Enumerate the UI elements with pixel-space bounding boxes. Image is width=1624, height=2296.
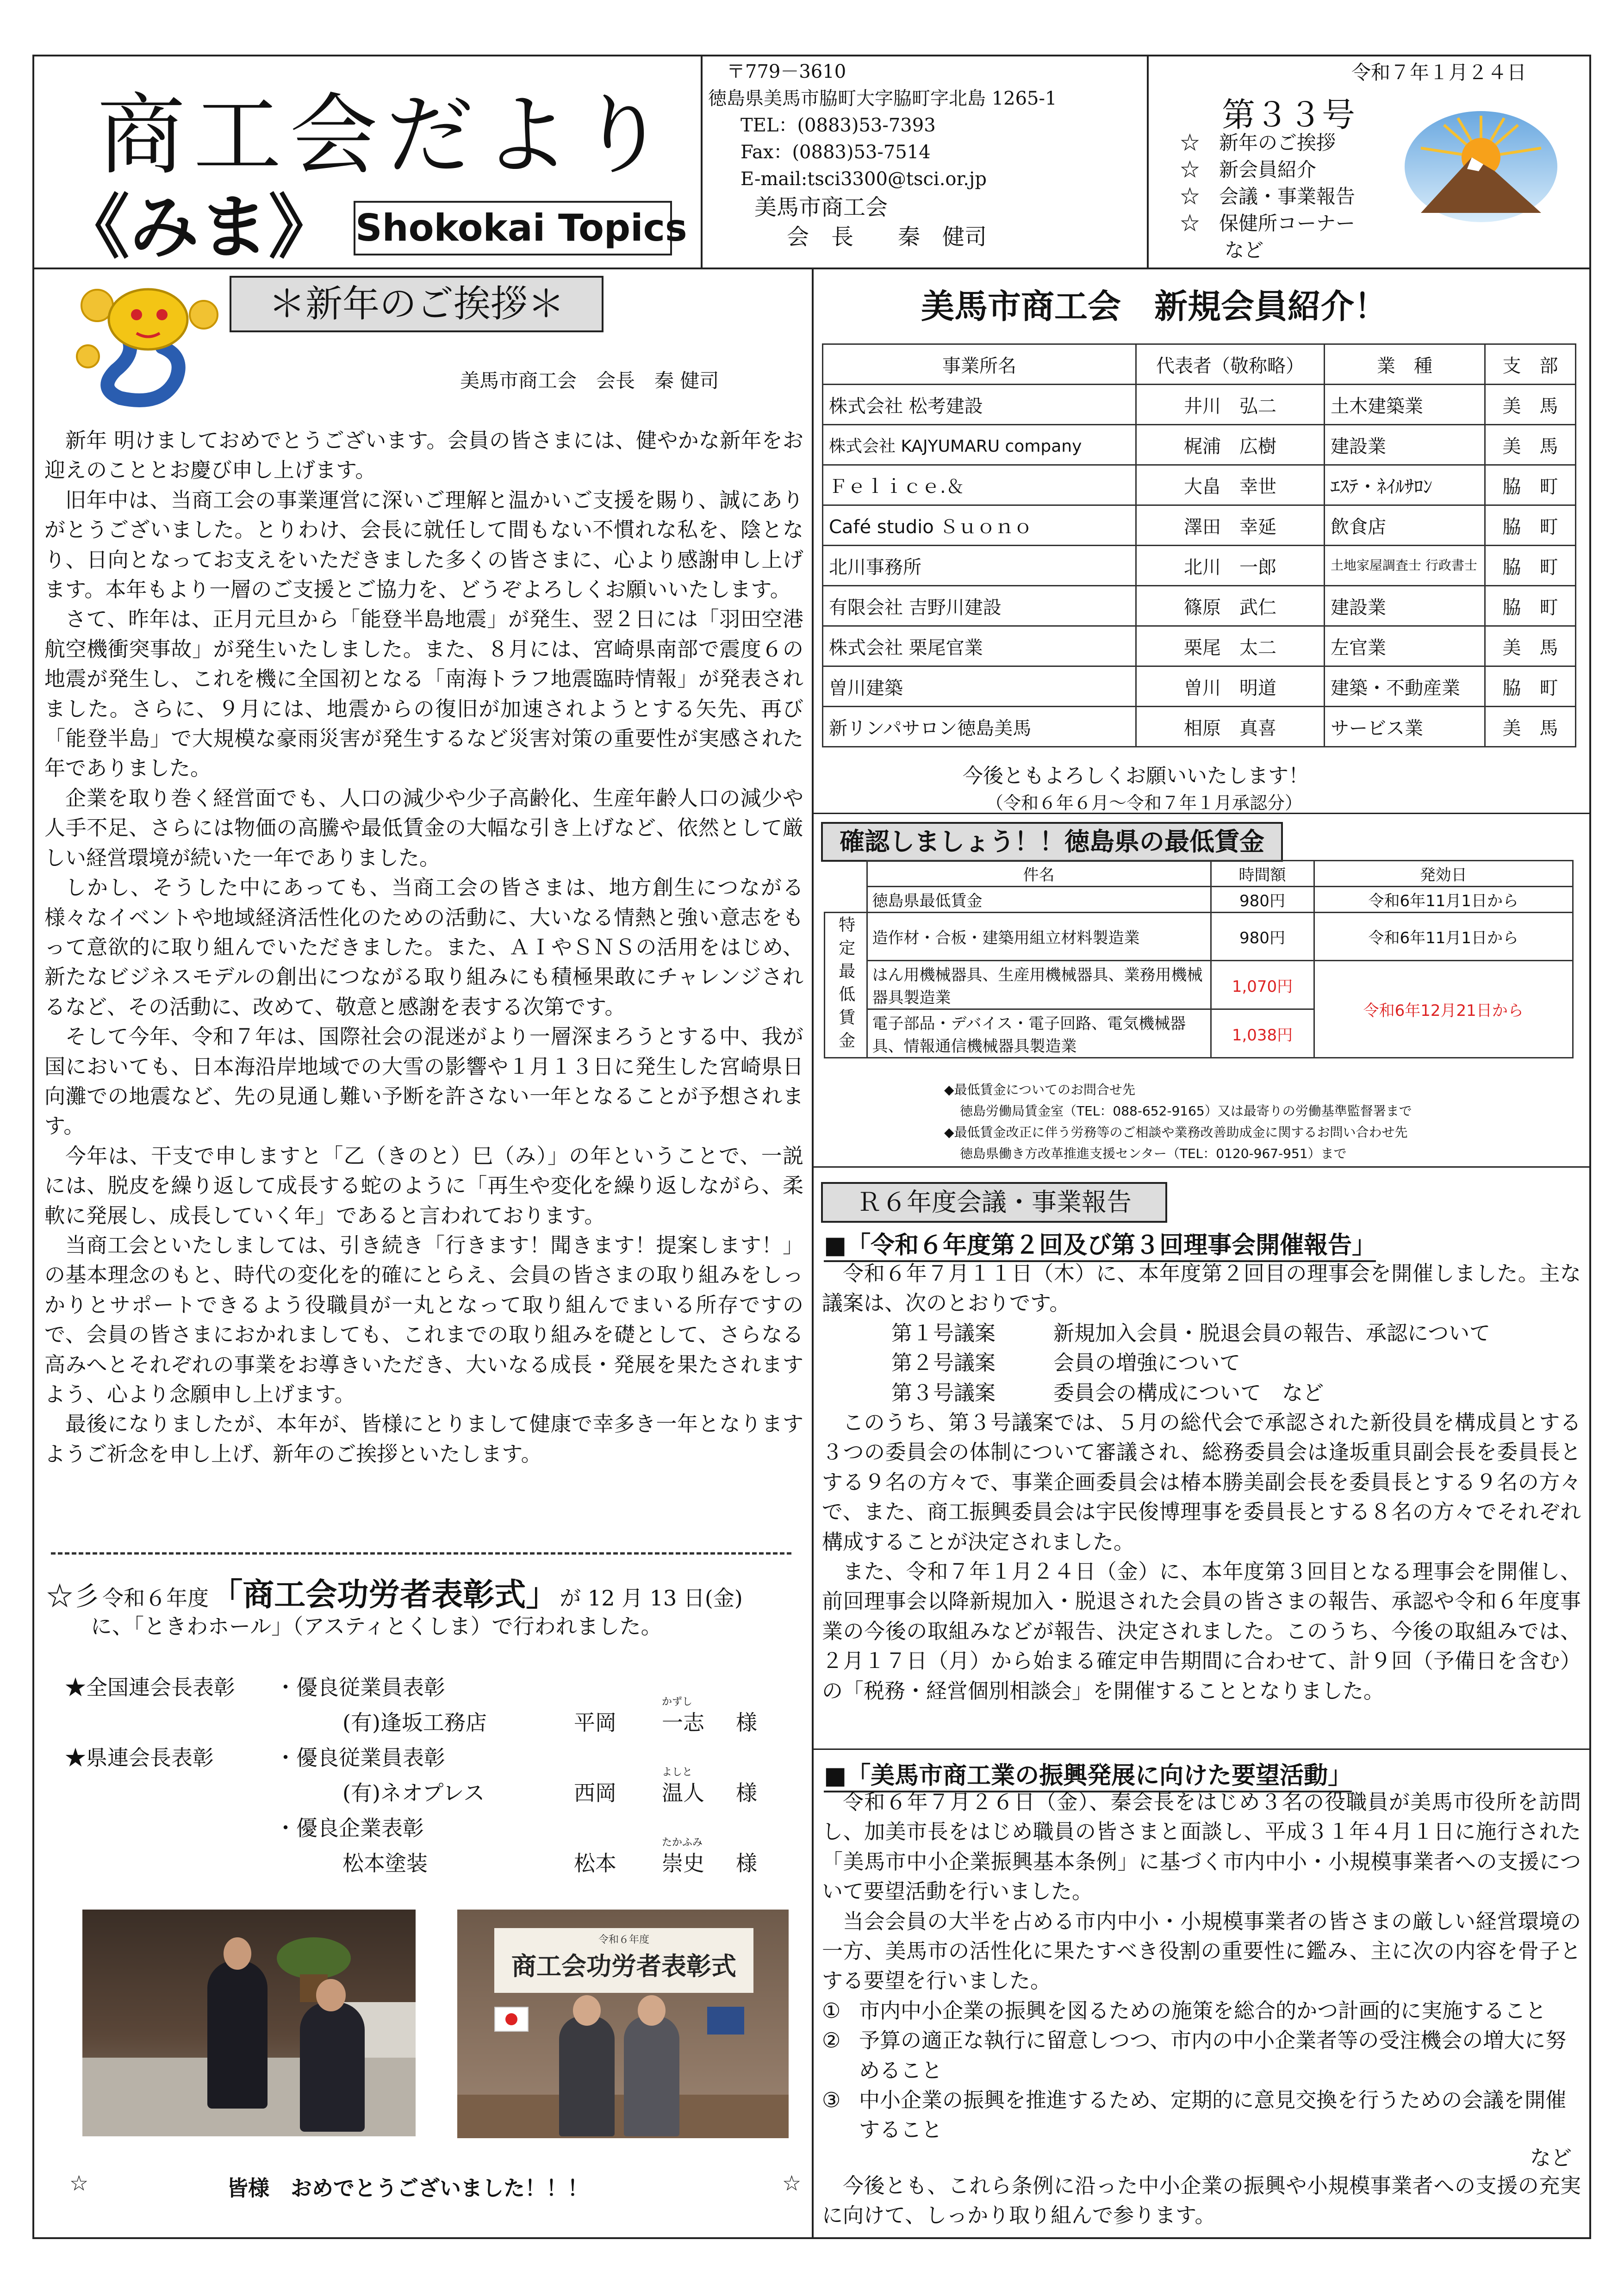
column-header: 支 部 bbox=[1485, 344, 1576, 385]
agenda-item bbox=[822, 1378, 1581, 1408]
cell: 脇 町 bbox=[1485, 465, 1576, 505]
cell: 曽川建築 bbox=[823, 666, 1136, 707]
cell: 徳島県最低賃金 bbox=[867, 887, 1211, 913]
cell: 造作材・合板・建築用組立材料製造業 bbox=[867, 913, 1211, 961]
award-date: が 12 月 13 日(金) bbox=[560, 1586, 743, 1611]
cell: 曽川 明道 bbox=[1136, 666, 1325, 707]
table-header bbox=[825, 861, 1573, 887]
greeting-paragraph: 当商工会といたしましては、引き続き「行きます！聞きます！提案します！」の基本理念のもと、時代の変化を的確にとらえ、会員の皆さまの取り組みをしっかりとサポートできるよう役職員が一丸となって取り組んでまいる所存ですので、会員の皆さまにおかれましても、これまでの取り組みを礎として、さらなる高みへとそれぞれの事業をお導きいただき、大いなる成長・発展を果たされますよう、心より念願申し上げます。 bbox=[44, 1232, 803, 1406]
cell: 建設業 bbox=[1325, 586, 1485, 626]
cell: 北川事務所 bbox=[823, 546, 1136, 586]
cell: 電子部品・デバイス・電子回路、電気機械器具、情報通信機械器具製造業 bbox=[867, 1009, 1211, 1058]
ceremony-banner: 商工会功労者表彰式 bbox=[511, 1951, 736, 1981]
blank-cell bbox=[825, 861, 867, 887]
table-row bbox=[823, 626, 1576, 666]
recipient-company: (有)逢坂工務店 bbox=[342, 1710, 487, 1735]
report-heading: Ｒ６年度会議・事業報告 bbox=[821, 1182, 1167, 1223]
award-photo-handover bbox=[82, 1910, 416, 2136]
award-venue: に、「ときわホール」（アスティとくしま）で行われました。 bbox=[91, 1614, 662, 1639]
table-row bbox=[823, 707, 1576, 747]
recipient-given-name: 温人 bbox=[662, 1780, 704, 1805]
recipient-reading: よしと bbox=[662, 1767, 693, 1778]
topics-label: Shokokai Topics bbox=[354, 201, 672, 255]
greeting-paragraph: さて、昨年は、正月元旦から「能登半島地震」が発生、翌２日には「羽田空港航空機衝突事故」が発生いたしました。また、８月には、宮崎県南部で震度６の地震が発生し、これを機に全国初となる「南海トラフ地震臨時情報」が発表されました。さらに、９月には、地震からの復旧が加速されようとする矢先、再び「能登半島」で大規模な豪雨災害が発生するなど災害対策の重要性が実感された年でありました。 bbox=[44, 607, 803, 781]
cell: 左官業 bbox=[1325, 626, 1485, 666]
wage-table bbox=[824, 860, 1574, 1058]
recipient-reading: たかふみ bbox=[662, 1837, 703, 1848]
table-of-contents bbox=[1180, 130, 1355, 264]
cell: 脇 町 bbox=[1485, 666, 1576, 707]
award-photo-stage bbox=[457, 1910, 789, 2138]
recipient-company: (有)ネオプレス bbox=[342, 1780, 485, 1805]
fax: Fax：(0883)53-7514 bbox=[740, 142, 931, 163]
column-header: 業 種 bbox=[1325, 344, 1485, 385]
request-item bbox=[822, 2085, 1581, 2145]
cell: 980円 bbox=[1211, 887, 1314, 913]
cell: 脇 町 bbox=[1485, 505, 1576, 546]
cell: 篠原 武仁 bbox=[1136, 586, 1325, 626]
agenda-text: 委員会の構成について など bbox=[1053, 1380, 1324, 1405]
issue-date: 令和７年１月２４日 bbox=[1351, 61, 1527, 84]
tel: TEL：(0883)53-7393 bbox=[740, 115, 936, 136]
cell: 井川 弘二 bbox=[1136, 385, 1325, 425]
table-row bbox=[823, 546, 1576, 586]
table-row bbox=[823, 425, 1576, 465]
greeting-body bbox=[44, 426, 803, 1469]
sunrise-mountain-icon bbox=[1402, 106, 1560, 227]
cell: はん用機械器具、生産用機械器具、業務用機械器具製造業 bbox=[867, 961, 1211, 1009]
cell: 令和6年11月1日から bbox=[1314, 913, 1573, 961]
star-right: ☆ bbox=[782, 2171, 802, 2196]
award-title: 「商工会功労者表彰式」 bbox=[211, 1576, 558, 1613]
wage-note: ◆最低賃金改正に伴う労務等のご相談や業務改善助成金に関するお問い合わせ先 bbox=[944, 1125, 1408, 1140]
address-block bbox=[708, 58, 1057, 252]
snake-mascot-icon bbox=[69, 278, 227, 417]
cell: Ｆｅｌｉｃｅ.＆ bbox=[823, 465, 1136, 505]
recipient-surname: 平岡 bbox=[574, 1710, 616, 1735]
request-number: ③ bbox=[822, 2088, 841, 2113]
greeting-paragraph: そして今年、令和７年は、国際社会の混迷がより一層深まろうとする中、我が国においても、日本海沿岸地域での大雪の影響や１月１３日に発生した宮崎県日向灘での地震など、先の見通し難い予断を許さない一年となることが予想されます。 bbox=[44, 1024, 803, 1139]
column-header: 件名 bbox=[867, 861, 1211, 887]
column-header: 発効日 bbox=[1314, 861, 1573, 887]
cell: 新リンパサロン徳島美馬 bbox=[823, 707, 1136, 747]
agenda-text: 会員の増強について bbox=[1053, 1350, 1241, 1375]
table-row bbox=[825, 961, 1573, 1009]
newsletter-title: 商工会だより bbox=[97, 84, 675, 187]
cell: 栗尾 太二 bbox=[1136, 626, 1325, 666]
request-item bbox=[822, 1996, 1581, 2026]
special-wage-label: 特定最低賃金 bbox=[825, 913, 867, 1058]
cell: 1,038円 bbox=[1211, 1009, 1314, 1058]
members-footer: 今後ともよろしくお願いいたします！ bbox=[963, 764, 1309, 788]
toc-item: ☆ 会議・事業報告 bbox=[1180, 185, 1356, 208]
award-prefix: 令和６年度 bbox=[102, 1586, 209, 1611]
cell: 澤田 幸延 bbox=[1136, 505, 1325, 546]
cell: 飲食店 bbox=[1325, 505, 1485, 546]
toc-item: ☆ 保健所コーナー bbox=[1180, 212, 1356, 235]
postal-code: 〒779－3610 bbox=[727, 61, 846, 82]
cell: 令和6年12月21日から bbox=[1314, 961, 1573, 1058]
table-row bbox=[823, 666, 1576, 707]
request-text: 中小企業の振興を推進するため、定期的に意見交換を行うための会議を開催すること bbox=[859, 2088, 1567, 2142]
cell: 土木建築業 bbox=[1325, 385, 1485, 425]
honorific: 様 bbox=[736, 1780, 757, 1805]
greeting-paragraph: 新年 明けましておめでとうございます。会員の皆さまには、健やかな新年をお迎えのこととお慶び申し上げます。 bbox=[44, 428, 803, 483]
national-award-label: ★全国連会長表彰 bbox=[65, 1675, 235, 1700]
recipient-company: 松本塗装 bbox=[342, 1851, 428, 1876]
company-award-category: ・優良企業表彰 bbox=[275, 1816, 424, 1841]
org-name: 美馬市商工会 bbox=[754, 194, 888, 220]
report-subheading-request: ■「美馬市商工業の振興発展に向けた要望活動」 bbox=[824, 1756, 1352, 1792]
report-paragraph: 今後とも、これら条例に沿った中小企業の振興や小規模事業者への支援の充実に向けて、しっかり取り組んで参ります。 bbox=[822, 2173, 1581, 2228]
toc-item: ☆ 新会員紹介 bbox=[1180, 158, 1317, 181]
issue-number: 第３３号 bbox=[1222, 95, 1356, 134]
greeting-paragraph: 企業を取り巻く経営面でも、人口の減少や少子高齢化、生産年齢人口の減少や人手不足、さらには物価の高騰や最低賃金の大幅な引き上げなど、依然として厳しい経営環境が続いた一年でありました。 bbox=[44, 785, 803, 870]
cell: 梶浦 広樹 bbox=[1136, 425, 1325, 465]
cell: 美 馬 bbox=[1485, 626, 1576, 666]
prefecture-award-label: ★県連会長表彰 bbox=[65, 1745, 214, 1770]
recipient-given-name: 一志 bbox=[662, 1710, 704, 1735]
report-paragraph: 当会会員の大半を占める市内中小・小規模事業者の皆さまの厳しい経営環境の一方、美馬市の活性化に果たすべき役割の重要性に鑑み、主に次の内容を骨子とする要望を行いました。 bbox=[822, 1909, 1581, 1993]
cell: 美 馬 bbox=[1485, 385, 1576, 425]
cell: サービス業 bbox=[1325, 707, 1485, 747]
honorific: 様 bbox=[736, 1851, 757, 1876]
cell: 株式会社 松考建設 bbox=[823, 385, 1136, 425]
cell: 土地家屋調査士 行政書士 bbox=[1325, 546, 1485, 586]
award-headline bbox=[46, 1570, 743, 1615]
report-subheading: ■「令和６年度第２回及び第３回理事会開催報告」 bbox=[824, 1226, 1376, 1262]
agenda-number: 第１号議案 bbox=[891, 1320, 996, 1345]
cell: 美 馬 bbox=[1485, 425, 1576, 465]
report-paragraph: 令和６年７月２６日（金）、秦会長をはじめ３名の役職員が美馬市役所を訪問し、加美市長をはじめ職員の皆さまと面談し、平成３１年４月１日に施行された「美馬市中小企業振興基本条例」に基づく市内中小・小規模事業者への支援について要望活動を行いました。 bbox=[822, 1790, 1581, 1904]
request-text: 予算の適正な執行に留意しつつ、市内の中小企業者等の受注機会の増大に努めること bbox=[859, 2028, 1567, 2083]
greeting-paragraph: 今年は、干支で申しますと「乙（きのと）巳（み）」の年ということで、一説には、脱皮を繰り返して成長する蛇のように「再生や変化を繰り返しながら、柔軟に発展し、成長していく年」であると言われております。 bbox=[44, 1143, 803, 1228]
honorific: 様 bbox=[736, 1710, 757, 1735]
cell: 980円 bbox=[1211, 913, 1314, 961]
request-item bbox=[822, 2026, 1581, 2085]
request-text: 市内中小企業の振興を図るための施策を総合的かつ計画的に実施すること bbox=[859, 1998, 1547, 2023]
employee-award-category: ・優良従業員表彰 bbox=[275, 1675, 445, 1700]
employee-award-category: ・優良従業員表彰 bbox=[275, 1745, 445, 1770]
members-table bbox=[822, 343, 1576, 747]
table-row bbox=[823, 385, 1576, 425]
wage-heading: 確認しましょう！！徳島県の最低賃金 bbox=[821, 822, 1283, 862]
greeting-paragraph: 最後になりましたが、本年が、皆様にとりまして健康で幸多き一年となりますようご祈念を申し上げ、新年のご挨拶といたします。 bbox=[44, 1412, 803, 1466]
cell: 株式会社 KAJYUMARU company bbox=[823, 425, 1136, 465]
table-header bbox=[823, 344, 1576, 385]
table-row bbox=[823, 465, 1576, 505]
blank-cell bbox=[825, 887, 867, 913]
congratulations-message: 皆様 おめでとうございました！！！ bbox=[227, 2176, 589, 2201]
greeting-heading: ＊新年のご挨拶＊ bbox=[230, 276, 604, 332]
report-paragraph: 令和６年７月１１日（木）に、本年度第２回目の理事会を開催しました。主な議案は、次のとおりです。 bbox=[822, 1261, 1581, 1316]
toc-item: など bbox=[1225, 239, 1264, 261]
table-row bbox=[825, 913, 1573, 961]
address: 徳島県美馬市脇町大字脇町字北島 1265-1 bbox=[708, 88, 1057, 109]
column-header: 事業所名 bbox=[823, 344, 1136, 385]
ceremony-banner-small: 令和６年度 bbox=[598, 1934, 649, 1946]
cell: 美 馬 bbox=[1485, 707, 1576, 747]
column-header: 時間額 bbox=[1211, 861, 1314, 887]
wage-note: 徳島県働き方改革推進支援センター（TEL：0120-967-951）まで bbox=[960, 1146, 1347, 1161]
email: E-mail:tsci3300@tsci.or.jp bbox=[740, 168, 987, 190]
request-number: ② bbox=[822, 2028, 841, 2053]
agenda-item bbox=[822, 1348, 1581, 1378]
cell: 脇 町 bbox=[1485, 586, 1576, 626]
cell: 1,070円 bbox=[1211, 961, 1314, 1009]
table-row bbox=[823, 505, 1576, 546]
cell: 建設業 bbox=[1325, 425, 1485, 465]
cell: 株式会社 栗尾官業 bbox=[823, 626, 1136, 666]
cell: 脇 町 bbox=[1485, 546, 1576, 586]
request-etc: など bbox=[1530, 2145, 1572, 2170]
report-paragraph: このうち、第３号議案では、５月の総代会で承認された新役員を構成員とする３つの委員会の体制について審議され、総務委員会は逢坂重貝副会長を委員長とする９名の方々で、事業企画委員会は椿本勝美副会長を委員長とする９名の方々で、また、商工振興委員会は宇民俊博理事を委員長とする８名の方々でそれぞれ構成することが決定されました。 bbox=[822, 1410, 1581, 1554]
president: 会 長 秦 健司 bbox=[787, 224, 987, 250]
members-period: （令和６年６月～令和７年１月承認分） bbox=[986, 793, 1303, 813]
wage-notes bbox=[944, 1079, 1412, 1164]
cell: 相原 真喜 bbox=[1136, 707, 1325, 747]
toc-item: ☆ 新年のご挨拶 bbox=[1180, 131, 1336, 154]
cell: ｴｽﾃ・ﾈｲﾙｻﾛﾝ bbox=[1325, 465, 1485, 505]
table-row bbox=[823, 586, 1576, 626]
cell: 北川 一郎 bbox=[1136, 546, 1325, 586]
cell: 令和6年11月1日から bbox=[1314, 887, 1573, 913]
star-left: ☆ bbox=[69, 2171, 89, 2196]
recipient-given-name: 崇史 bbox=[662, 1851, 704, 1876]
column-header: 代表者（敬称略） bbox=[1136, 344, 1325, 385]
members-heading: 美馬市商工会 新規会員紹介！ bbox=[921, 287, 1388, 326]
newsletter-subtitle: 《みま》 bbox=[60, 187, 338, 268]
cell: 有限会社 吉野川建設 bbox=[823, 586, 1136, 626]
agenda-text: 新規加入会員・脱退会員の報告、承認について bbox=[1053, 1320, 1491, 1345]
agenda-number: 第２号議案 bbox=[891, 1350, 996, 1375]
recipient-reading: かずし bbox=[662, 1696, 693, 1708]
report-paragraph: また、令和７年１月２４日（金）に、本年度第３回目となる理事会を開催し、前回理事会以降新規加入・脱退された会員の皆さまの報告、承認や令和６年度事業の今後の取組みなどが報告、決定されました。このうち、今後の取組みでは、２月１７日（月）から始まる確定申告期間に合わせて、計９回（予備日を含む）の「税務・経営個別相談会」を開催することとなりました。 bbox=[822, 1559, 1581, 1703]
request-body bbox=[822, 1787, 1581, 2231]
cell: 建築・不動産業 bbox=[1325, 666, 1485, 707]
wage-note: ◆最低賃金についてのお問合せ先 bbox=[944, 1082, 1135, 1097]
agenda-number: 第３号議案 bbox=[891, 1380, 996, 1405]
greeting-paragraph: 旧年中は、当商工会の事業運営に深いご理解と温かいご支援を賜り、誠にありがとうございました。とりわけ、会長に就任して間もない不慣れな私を、陰となり、日向となってお支えをいただきました多くの皆さまに、心より感謝申し上げます。本年もより一層のご支援とご協力を、どうぞよろしくお願いいたします。 bbox=[44, 487, 803, 602]
request-number: ① bbox=[822, 1998, 841, 2023]
recipient-surname: 西岡 bbox=[574, 1780, 616, 1805]
agenda-item bbox=[822, 1319, 1581, 1348]
greeting-paragraph: しかし、そうした中にあっても、当商工会の皆さまは、地方創生につながる様々なイベントや地域経済活性化のための活動に、大いなる情熱と強い意志をもって意欲的に取り組んでいただきました。また、ＡＩやＳＮＳの活用をはじめ、新たなビジネスモデルの創出につながる取り組みにも積極果敢にチャレンジされるなど、その活動に、改めて、敬意と感謝を表する次第です。 bbox=[44, 875, 803, 1019]
cell: Café studio Ｓｕｏｎｏ bbox=[823, 505, 1136, 546]
award-star: ☆彡 bbox=[46, 1580, 100, 1612]
report-body bbox=[822, 1259, 1581, 1706]
wage-note: 徳島労働局賃金室（TEL：088-652-9165）又は最寄りの労働基準監督署まで bbox=[960, 1103, 1412, 1119]
recipient-surname: 松本 bbox=[574, 1851, 616, 1876]
cell: 大畠 幸世 bbox=[1136, 465, 1325, 505]
table-row bbox=[825, 887, 1573, 913]
section-divider bbox=[51, 1552, 791, 1555]
greeting-author: 美馬市商工会 会長 秦 健司 bbox=[460, 369, 719, 392]
